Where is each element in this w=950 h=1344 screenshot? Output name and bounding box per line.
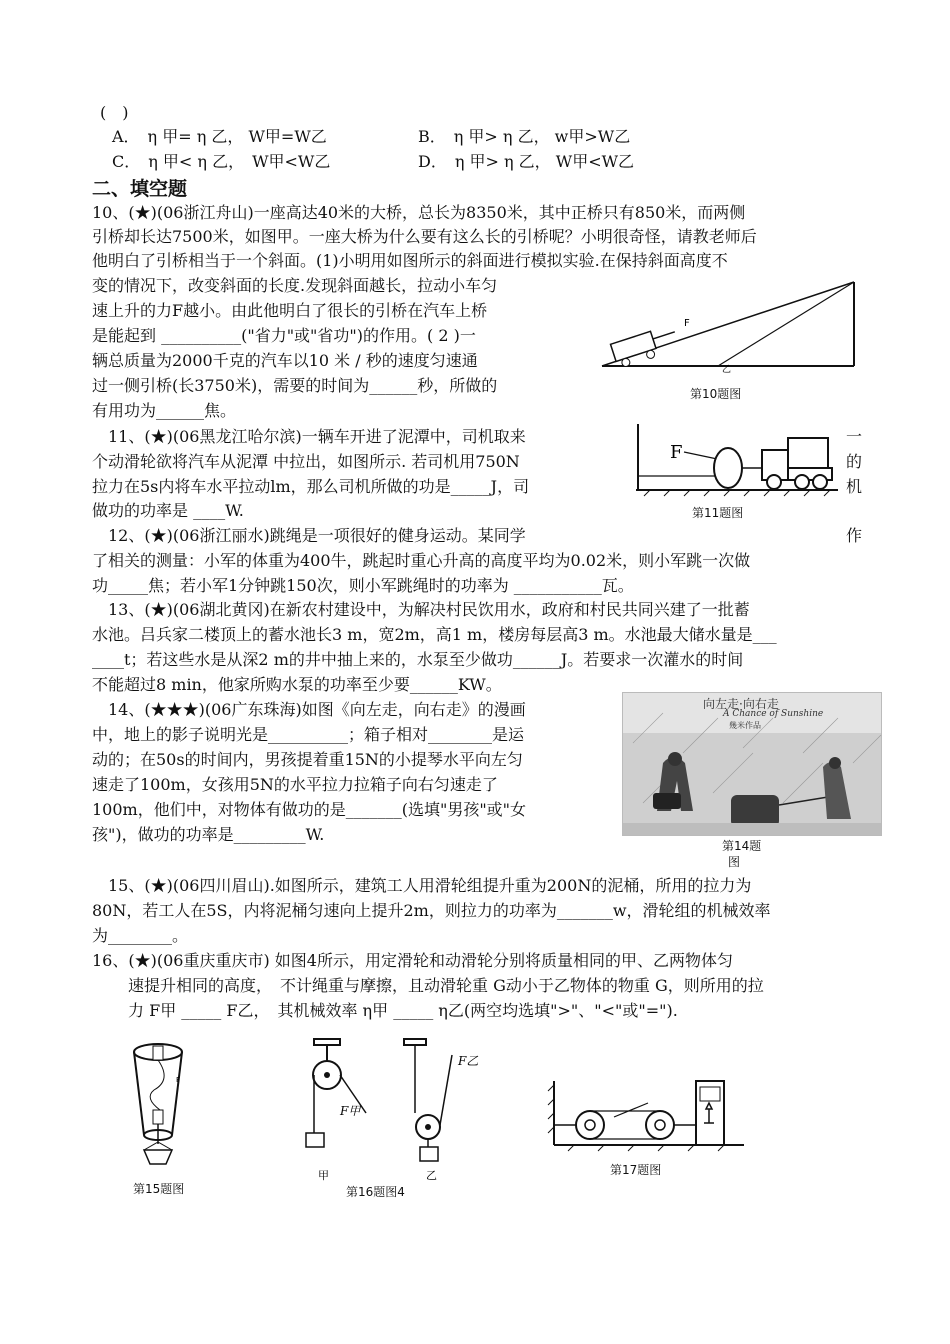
- force-jia-label: F甲: [340, 1104, 361, 1118]
- q11-line-1-end: 一: [846, 427, 863, 446]
- figure-11-caption: 第11题图: [692, 506, 744, 520]
- q16-line-1: 16、(★)(06重庆重庆市) 如图4所示，用定滑轮和动滑轮分别将质量相同的甲、乙两物体匀: [92, 951, 733, 970]
- q9-option-a: A． η 甲= η 乙， W甲=W乙: [112, 127, 327, 146]
- q9-option-b: B． η 甲> η 乙， w甲>W乙: [418, 127, 631, 146]
- figure-14-caption-2: 图: [728, 855, 741, 869]
- q15-line-2: 80N，若工人在5S，内将泥桶匀速向上提升2m，则拉力的功率为_______w，滑轮组的机械效率: [92, 901, 771, 920]
- q16-line-3: 力 F甲 _____ F乙， 其机械效率 η甲 _____ η乙(两空均选填">"、"<"或"=").: [128, 1001, 678, 1020]
- q10-line-3: 他明白了引桥相当于一个斜面。(1)小明用如图所示的斜面进行模拟实验.在保持斜面高度不: [92, 251, 728, 270]
- incline-force-label: F: [684, 318, 690, 329]
- q16-line-2: 速提升相同的高度， 不计绳重与摩擦，且动滑轮重 G动小于乙物体的物重 G，则所用的拉: [128, 976, 764, 995]
- q10-line-5: 速上升的力F越小。由此他明白了很长的引桥在汽车上桥: [92, 301, 488, 320]
- q11-line-3-end: 机: [846, 477, 863, 496]
- q10-line-1: 10、(★)(06浙江舟山)一座高达40米的大桥，总长为8350米，其中正桥只有850米，而两侧: [92, 203, 746, 222]
- q12-line-1: 12、(★)(06浙江丽水)跳绳是一项很好的健身运动。某同学: [108, 526, 526, 545]
- q14-line-6: 孩")，做功的功率是_________W.: [92, 825, 325, 844]
- force-yi-label: F乙: [458, 1054, 479, 1068]
- q13-line-4: 不能超过8 min，他家所购水泵的功率至少要______KW。: [92, 675, 502, 694]
- q14-line-5: 100m，他们中，对物体有做功的是_______(选填"男孩"或"女: [92, 800, 527, 819]
- q15-line-1: 15、(★)(06四川眉山).如图所示，建筑工人用滑轮组提升重为200N的泥桶，所用的拉力为: [108, 876, 752, 895]
- figure-16-caption: 第16题图4: [346, 1185, 405, 1199]
- figure-10-caption: 第10题图: [690, 387, 742, 401]
- incline-yi-label: 乙: [722, 365, 732, 375]
- q11-line-3: 拉力在5s内将车水平拉动lm，那么司机所做的功是_____J，司: [92, 477, 530, 496]
- q10-line-2: 引桥却长达7500米，如图甲。一座大桥为什么要有这么长的引桥呢？小明很奇怪，请教老师后: [92, 227, 757, 246]
- incline-figure: [598, 278, 860, 373]
- pulley-group-figure: [118, 1040, 198, 1175]
- comic-image: [622, 692, 882, 836]
- q14-line-2: 中，地上的影子说明光是__________；箱子相对________是运: [92, 725, 525, 744]
- pulley-group-force-label: F: [176, 1076, 181, 1084]
- q13-line-3: ____t；若这些水是从深2 m的井中抽上来的，水泵至少做功______J。若要求一次灌水的时间: [92, 650, 744, 669]
- section-title: 二、填空题: [92, 178, 188, 200]
- q10-line-9: 有用功为______焦。: [92, 401, 237, 420]
- label-yi: 乙: [426, 1169, 437, 1182]
- q12-line-2: 了相关的测量：小军的体重为400牛，跳起时重心升高的高度平均为0.02米，则小军跳一次做: [92, 551, 751, 570]
- q13-line-2: 水池。吕兵家二楼顶上的蓄水池长3 m，宽2m，高1 m，楼房每层高3 m。水池最大储水量是___: [92, 625, 777, 644]
- horizontal-pulley-figure: [548, 1077, 748, 1153]
- q10-line-7: 辆总质量为2000千克的汽车以10 米 / 秒的速度匀速通: [92, 351, 478, 370]
- car-pulley-figure: [634, 420, 840, 500]
- comic-author: 幾米作品: [729, 721, 761, 730]
- comic-subtitle: A Chance of Sunshine: [723, 709, 824, 719]
- q14-line-4: 速走了100m，女孩用5N的水平拉力拉箱子向右匀速走了: [92, 775, 498, 794]
- q9-answer-paren: ( ): [100, 103, 129, 122]
- q9-option-c: C． η 甲< η 乙， W甲<W乙: [112, 152, 331, 171]
- label-jia: 甲: [318, 1169, 329, 1182]
- q14-line-3: 动的；在50s的时间内，男孩提着重15N的小提琴水平向左匀: [92, 750, 523, 769]
- q14-line-1: 14、(★★★)(06广东珠海)如图《向左走，向右走》的漫画: [108, 700, 526, 719]
- figure-15-caption: 第15题图: [133, 1182, 185, 1196]
- car-pulley-force-label: F: [670, 442, 683, 463]
- q11-line-4: 做功的功率是 ____W.: [92, 501, 244, 520]
- q10-line-6: 是能起到 __________("省力"或"省功")的作用。( 2 )一: [92, 326, 476, 345]
- q11-line-2-end: 的: [846, 452, 863, 471]
- figure-14-caption: 第14题: [722, 839, 762, 853]
- q13-line-1: 13、(★)(06湖北黄冈)在新农村建设中，为解决村民饮用水，政府和村民共同兴建了一批蓄: [108, 600, 750, 619]
- figure-17-caption: 第17题图: [610, 1163, 662, 1177]
- q11-line-1: 11、(★)(06黑龙江哈尔滨)一辆车开进了泥潭中，司机取来: [108, 427, 526, 446]
- q11-line-2: 个动滑轮欲将汽车从泥潭 中拉出，如图所示. 若司机用750N: [92, 452, 520, 471]
- q10-line-8: 过一侧引桥(长3750米)，需要的时间为______秒，所做的: [92, 376, 498, 395]
- q10-line-4: 变的情况下，改变斜面的长度.发现斜面越长，拉动小车匀: [92, 276, 498, 295]
- q12-line-1-end: 作: [846, 526, 863, 545]
- comic-title: 向左走·向右走: [703, 697, 779, 711]
- q9-option-d: D． η 甲> η 乙， W甲<W乙: [418, 152, 635, 171]
- q12-line-3: 功_____焦；若小军1分钟跳150次，则小军跳绳时的功率为 ___________瓦。: [92, 576, 634, 595]
- fixed-movable-pulley-figure: [310, 1035, 479, 1182]
- q15-line-3: 为________。: [92, 926, 189, 945]
